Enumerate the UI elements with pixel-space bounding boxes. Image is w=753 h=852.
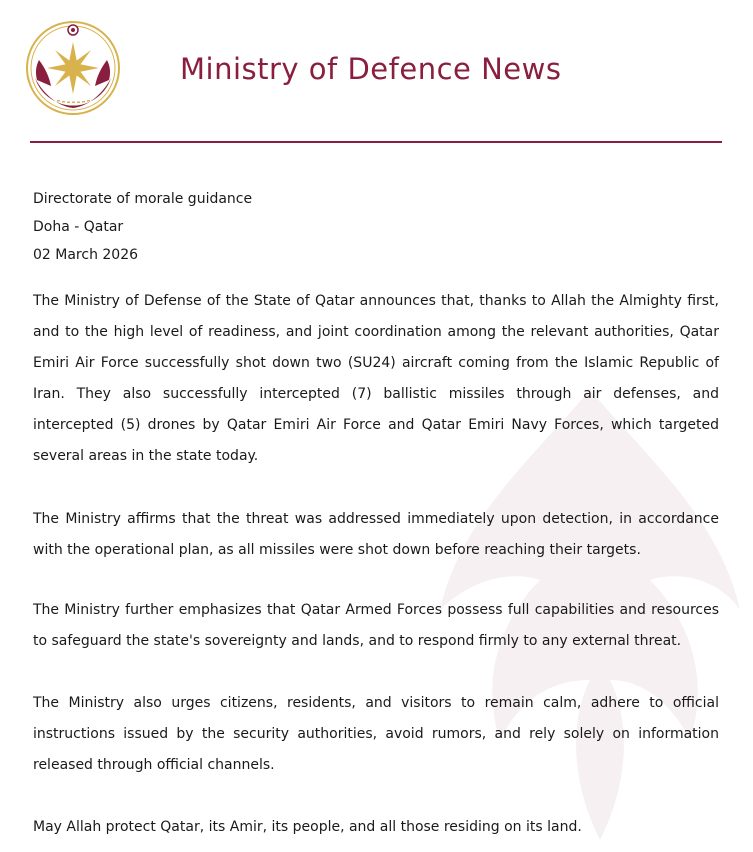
paragraph: The Ministry further emphasizes that Qatar Armed Forces possess full capabilities and resources to safeguard the state's sovereignty and lands, and to respond firmly to any external threat. [33, 602, 719, 649]
paragraph: The Ministry also urges citizens, residents, and visitors to remain calm, adhere to official instructions issued by the security authorities, avoid rumors, and rely solely on information released through official channels. [33, 695, 719, 773]
page-header [0, 0, 753, 145]
paragraph: The Ministry affirms that the threat was addressed immediately upon detection, in accordance with the operational plan, as all missiles were shot down before reaching their targets. [33, 511, 719, 558]
directorate-line: Directorate of morale guidance [33, 191, 253, 207]
ministry-emblem-icon [25, 20, 121, 116]
paragraph: The Ministry of Defense of the State of Qatar announces that, thanks to Allah the Almighty first, and to the high level of readiness, and joint coordination among the relevant authorities, Qatar Emiri Air Force successfully shot down two (SU24) aircraft coming from the Islamic Republic of Iran. They also successfully intercepted (7) ballistic missiles through air defenses, and intercepted (5) drones by Qatar Emiri Air Force and Qatar Emiri Navy Forces, which targeted several areas in the state today. [33, 293, 719, 464]
closing-paragraph: May Allah protect Qatar, its Amir, its people, and all those residing on its land. [33, 819, 582, 835]
page-title: Ministry of Defence News [180, 52, 562, 86]
date-line: 02 March 2026 [33, 247, 139, 263]
location-line: Doha - Qatar [33, 219, 124, 235]
header-divider [30, 141, 722, 143]
release-meta [33, 185, 252, 269]
